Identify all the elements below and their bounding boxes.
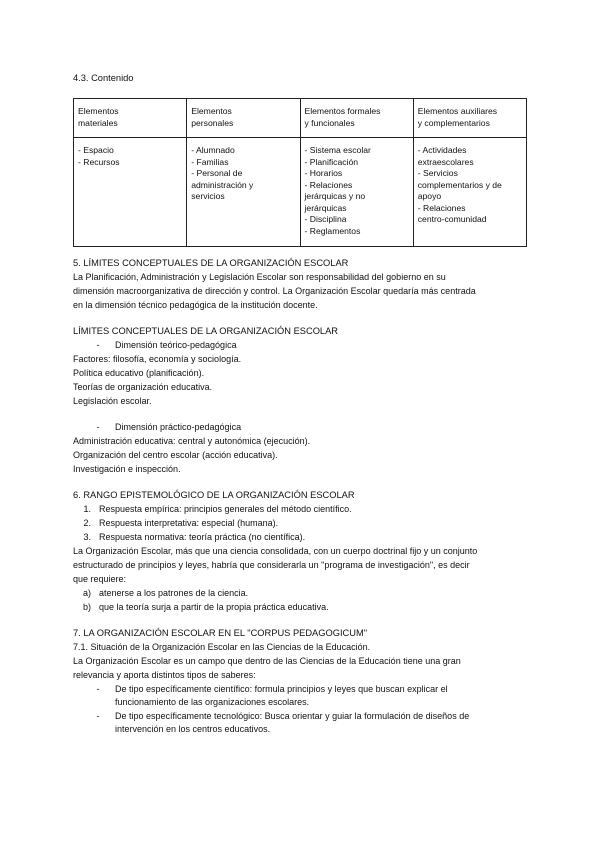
numbered-item [73,518,278,529]
cell-materiales: - Espacio - Recursos [74,138,187,247]
bullet-dash: - [96,684,100,694]
paragraph-line: que requiere: [73,574,127,584]
subsection-title-7-1: 7.1. Situación de la Organización Escolar en las Ciencias de la Educación. [73,642,371,652]
list-item: Teorías de organización educativa. [73,382,213,392]
item-text: atenerse a los patrones de la ciencia. [99,588,249,598]
table-row [74,138,527,247]
item-text: De tipo específicamente científico: formula principios y leyes que buscan explicar el [115,684,448,694]
list-item: Organización del centro escolar (acción educativa). [73,450,278,460]
paragraph-line: dimensión macroorganizativa de dirección y control. La Organización Escolar quedaría más centrada [73,286,476,296]
lettered-item [73,602,329,613]
section-title-5: 5. LÍMITES CONCEPTUALES DE LA ORGANIZACIÓN ESCOLAR [73,258,349,268]
item-number: 2. [83,518,91,528]
paragraph-line: estructurado de principios y leyes, habría que considerarla un "programa de investigación", es decir [73,560,470,570]
paragraph-line: La Organización Escolar es un campo que dentro de las Ciencias de la Educación tiene una gran [73,656,461,666]
list-item: Administración educativa: central y autonómica (ejecución). [73,436,311,446]
header-materiales: Elementos materiales [74,99,187,138]
bullet-dash: - [96,422,100,432]
item-text: De tipo específicamente tecnológico: Busca orientar y guiar la formulación de diseños de [115,711,470,721]
item-number: 3. [83,532,91,542]
dash-item [89,711,469,722]
paragraph-line: en la dimensión técnico pedagógica de la institución docente. [73,300,318,310]
paragraph-line: La Planificación, Administración y Legislación Escolar son responsabilidad del gobierno en su [73,272,446,282]
cell-auxiliares: - Actividades extraescolares - Servicios complementarios y de apoyo - Relaciones centro-comunidad [413,138,526,247]
section-title-7: 7. LA ORGANIZACIÓN ESCOLAR EN EL "CORPUS PEDAGOGICUM" [73,628,368,638]
header-formales: Elementos formales y funcionales [300,99,413,138]
dash-item-continuation: intervención en los centros educativos. [115,724,271,734]
dash-item [89,684,448,695]
header-personales: Elementos personales [187,99,300,138]
bullet-dash: - [96,340,100,350]
item-text: Respuesta interpretativa: especial (humana). [99,518,279,528]
table-header-row [74,99,527,138]
item-letter: a) [82,588,91,598]
item-text: Respuesta empírica: principios generales del método científico. [99,504,352,514]
item-number: 1. [83,504,91,514]
paragraph-line: relevancia y aporta distintos tipos de saberes: [73,670,256,680]
bullet-item [89,340,237,351]
bullet-dash: - [96,711,100,721]
list-item: Factores: filosofía, economía y sociología. [73,354,242,364]
cell-formales: - Sistema escolar - Planificación - Horarios - Relaciones jerárquicas y no jerárquicas - Disciplina - Reglamentos [300,138,413,247]
dash-item-continuation: funcionamiento de las organizaciones escolares. [115,697,310,707]
item-text: Respuesta normativa: teoría práctica (no científica). [99,532,306,542]
numbered-item [73,532,305,543]
section-title-6: 6. RANGO EPISTEMOLÓGICO DE LA ORGANIZACIÓN ESCOLAR [73,490,355,500]
numbered-item [73,504,352,515]
subsection-title-5: LÍMITES CONCEPTUALES DE LA ORGANIZACIÓN ESCOLAR [73,326,339,336]
bullet-label: Dimensión práctico-pedagógica [115,422,242,432]
item-letter: b) [82,602,91,612]
list-item: Política educativo (planificación). [73,368,205,378]
header-auxiliares: Elementos auxiliares y complementarios [413,99,526,138]
lettered-item [73,588,248,599]
list-item: Investigación e inspección. [73,464,181,474]
cell-personales: - Alumnado - Familias - Personal de administración y servicios [187,138,300,247]
paragraph-line: La Organización Escolar, más que una ciencia consolidada, con un cuerpo doctrinal fijo y un conjunto [73,546,478,556]
content-table [73,98,527,247]
bullet-label: Dimensión teórico-pedagógica [115,340,237,350]
list-item: Legislación escolar. [73,396,152,406]
section-title-4-3: 4.3. Contenido [73,73,134,83]
bullet-item [89,422,241,433]
item-text: que la teoría surja a partir de la propia práctica educativa. [99,602,329,612]
